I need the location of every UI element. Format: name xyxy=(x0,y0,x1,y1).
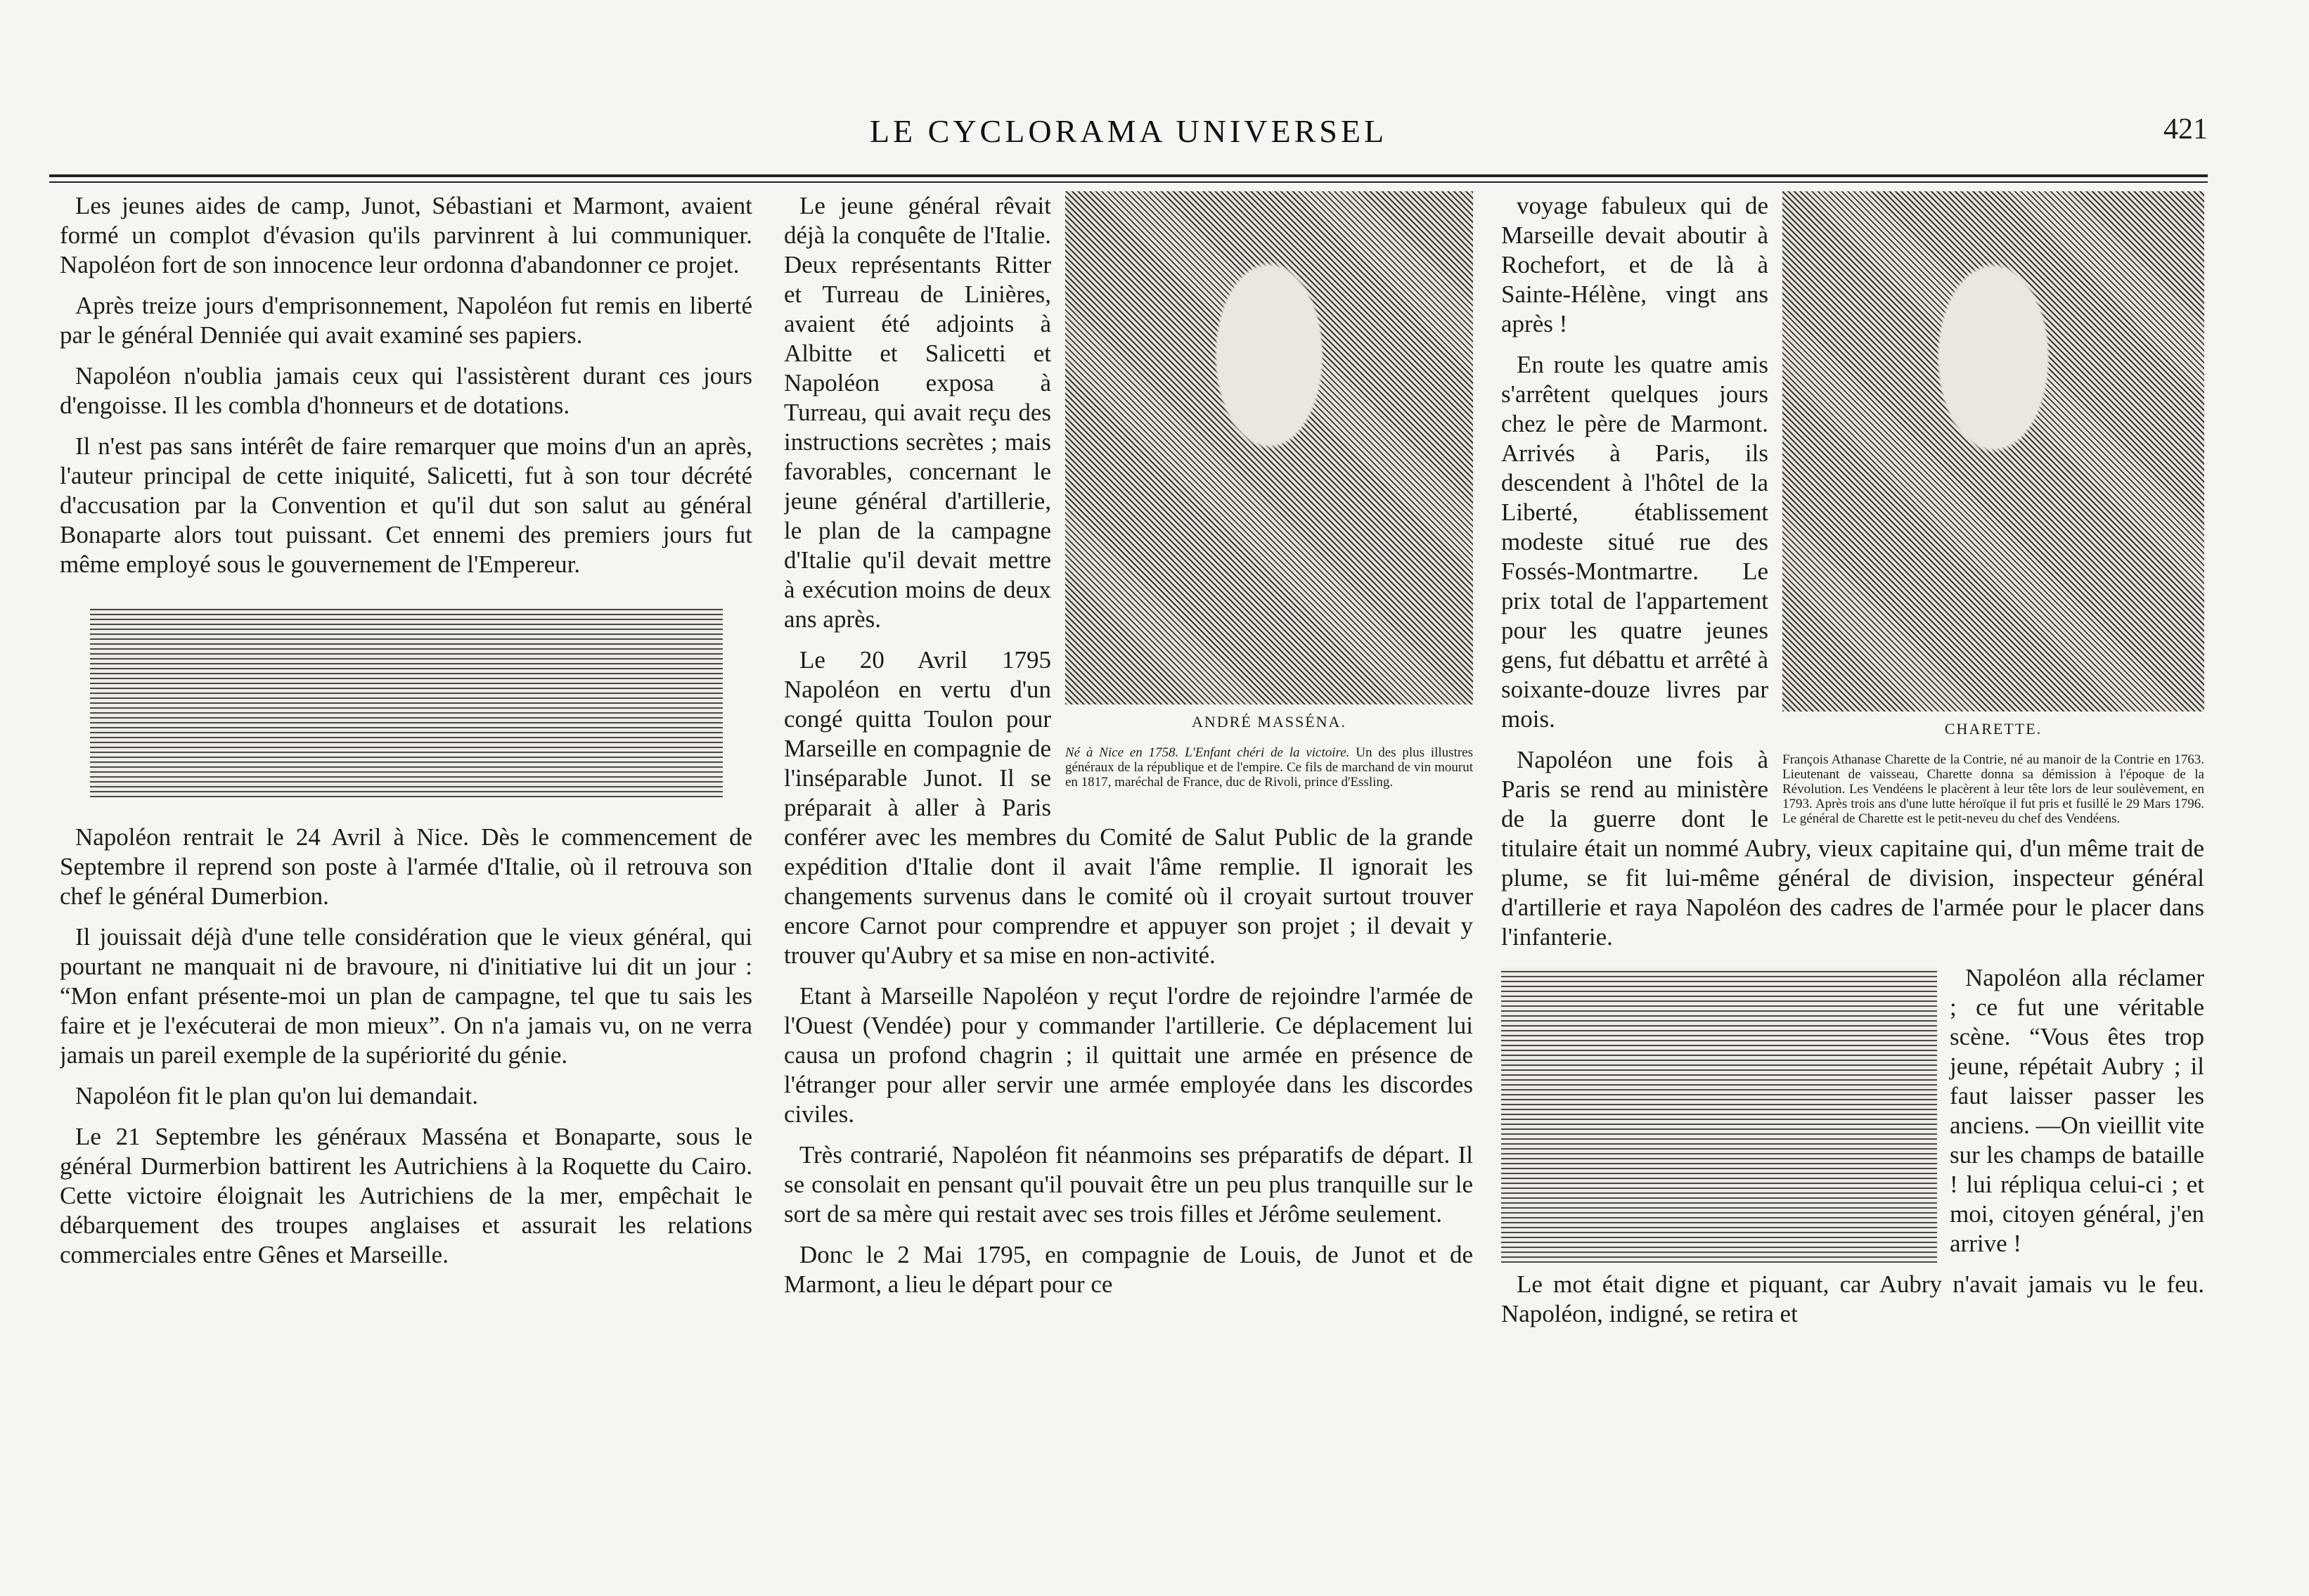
massena-figure xyxy=(1065,191,1473,790)
column-2 xyxy=(784,191,1473,1527)
column-1 xyxy=(60,191,752,1527)
page-header xyxy=(49,112,2208,162)
charette-portrait-illustration xyxy=(1782,191,2204,712)
paragraph: Etant à Marseille Napoléon y reçut l'ordre de rejoindre l'armée de l'Ouest (Vendée) pour y commander l'artillerie. Ce déplacement lui causa un profond chagrin ; il quittait une armée en présence de l'étranger pour aller servir une armée employée dans les discordes civiles. xyxy=(784,982,1473,1128)
paragraph: Le 21 Septembre les généraux Masséna et Bonaparte, sous le général Durmerbion battirent les Autrichiens à la Roquette du Cairo. Cette victoire éloignait les Autrichiens de la mer, empêchait le débarquement des troupes anglaises et assurait les relations commerciales entre Gênes et Marseille. xyxy=(60,1123,752,1268)
paragraph: En route les quatre amis s'arrêtent quelques jours chez le père de Marmont. Arrivés à Paris, ils descendent à l'hôtel de la Liberté, établissement modeste situé rue des Fossés-Montmartre. Le prix total de l'appartement pour les quatre jeunes gens, fut débattu et arrêté à soixante-douze livres par mois. xyxy=(1501,351,1768,733)
paragraph: voyage fabuleux qui de Marseille devait aboutir à Rochefort, et de là à Sainte-Hélène, vingt ans après ! xyxy=(1501,192,1768,337)
paragraph: Après treize jours d'emprisonnement, Napoléon fut remis en liberté par le général Denniée qui avait examiné ses papiers. xyxy=(60,292,752,349)
paragraph: Napoléon alla réclamer ; ce fut une véritable scène. “Vous êtes trop jeune, répétait Aubry ; il faut laisser passer les anciens. —On vieillit vite sur les champs de bataille ! lui répliqua celui-ci ; et moi, citoyen général, j'en arrive ! xyxy=(1950,964,2204,1257)
paragraph: Donc le 2 Mai 1795, en compagnie de Louis, de Junot et de Marmont, a lieu le départ pour ce xyxy=(784,1241,1473,1298)
paragraph: Napoléon n'oublia jamais ceux qui l'assistèrent durant ces jours d'engoisse. Il les combla d'honneurs et de dotations. xyxy=(60,362,752,419)
header-rule xyxy=(49,174,2208,177)
paragraph: Napoléon fit le plan qu'on lui demandait. xyxy=(75,1082,478,1109)
paragraph: Il jouissait déjà d'une telle considération que le vieux général, qui pourtant ne manquait ni de bravoure, ni d'initiative lui dit un jour : “Mon enfant présente-moi un plan de campagne, tel que tu sais les faire et je l'exécuterai de mon mieux”. On n'a jamais vu, on ne verra jamais un pareil exemple de la supériorité du génie. xyxy=(60,923,752,1069)
charette-figure xyxy=(1782,191,2204,826)
massena-note-italic: Né à Nice en 1758. L'Enfant chéri de la victoire. xyxy=(1065,745,1350,760)
massena-note xyxy=(1065,745,1473,790)
paragraph: Napoléon rentrait le 24 Avril à Nice. Dès le commencement de Septembre il reprend son poste à l'armée d'Italie, où il retrouva son chef le général Dumerbion. xyxy=(60,823,752,910)
massena-caption: ANDRÉ MASSÉNA. xyxy=(1192,713,1346,731)
paragraph: Le mot était digne et piquant, car Aubry n'avait jamais vu le feu. Napoléon, indigné, se retira et xyxy=(1501,1270,2204,1327)
paragraph: Les jeunes aides de camp, Junot, Sébastiani et Marmont, avaient formé un complot d'évasion qu'ils parvinrent à lui communiquer. Napoléon fort de son innocence leur ordonna d'abandonner ce projet. xyxy=(60,192,752,278)
office-scene-illustration xyxy=(1501,967,1937,1263)
header-rule-thin xyxy=(49,181,2208,183)
paragraph: Le jeune général rêvait déjà la conquête de l'Italie. Deux représentants Ritter et Turreau de Linières, avaient été adjoints à Albitte et Salicetti et Napoléon exposa à Turreau, qui avait reçu des instructions secrètes ; mais favorables, concernant le jeune général d'artillerie, le plan de la campagne d'Italie qu'il devait mettre à exécution moins de deux ans après. xyxy=(784,192,1051,633)
charette-caption: CHARETTE. xyxy=(1944,720,2043,738)
paragraph: Il n'est pas sans intérêt de faire remarquer que moins d'un an après, l'auteur principal de cette iniquité, Salicetti, fut à son tour décrété d'accusation par la Convention et qu'il dut son salut au général Bonaparte alors tout puissant. Cet ennemi des premiers jours fut même employé sous le gouvernement de l'Empereur. xyxy=(60,432,752,578)
massena-note-text: Un des plus illustres généraux de la république et de l'empire. Ce fils de marchand de vin mourut en 1817, maréchal de France, duc de Rivoli, prince d'Essling. xyxy=(1065,745,1473,790)
running-title: LE CYCLORAMA UNIVERSEL xyxy=(869,113,1388,149)
massena-portrait-illustration xyxy=(1065,191,1473,704)
page-number: 421 xyxy=(2163,113,2208,146)
paragraph: Napoléon une fois à Paris se rend au ministère de la guerre dont le titulaire était un nommé Aubry, vieux capitaine qui, d'un même trait de plume, se fit lui-même général de division, inspecteur général d'artillerie et raya Napoléon des cadres de l'armée pour le placer dans l'infanterie. xyxy=(1501,746,2204,951)
column-3 xyxy=(1501,191,2204,1527)
charette-note: François Athanase Charette de la Contrie, né au manoir de la Contrie en 1763. Lieutenant de vaisseau, Charette donna sa démission à l'époque de la Révolution. Les Vendéens le placèrent à leur tête lors de leur soulèvement, en 1793. Après trois ans d'une lutte héroïque il fut pris et fusillé le 29 Mars 1796. Le général de Charette est le petit-neveu du chef des Vendéens. xyxy=(1782,752,2204,826)
artillery-scene-illustration xyxy=(90,607,723,797)
paragraph: Très contrarié, Napoléon fit néanmoins ses préparatifs de départ. Il se consolait en pensant qu'il pouvait être un peu plus tranquille sur le sort de sa mère qui restait avec ses trois filles et Jérôme seulement. xyxy=(784,1141,1473,1228)
paragraph: Le 20 Avril 1795 Napoléon en vertu d'un congé quitta Toulon pour Marseille en compagnie de l'inséparable Junot. Il se préparait à aller à Paris conférer avec les membres du Comité de Salut Public de la grande expédition d'Italie dont il avait l'âme remplie. Il ignorait les changements survenus dans le comité où il croyait surtout trouver encore Carnot pour comprendre et appuyer son projet ; il devait y trouver qu'Aubry et sa mise en non-activité. xyxy=(784,646,1473,969)
